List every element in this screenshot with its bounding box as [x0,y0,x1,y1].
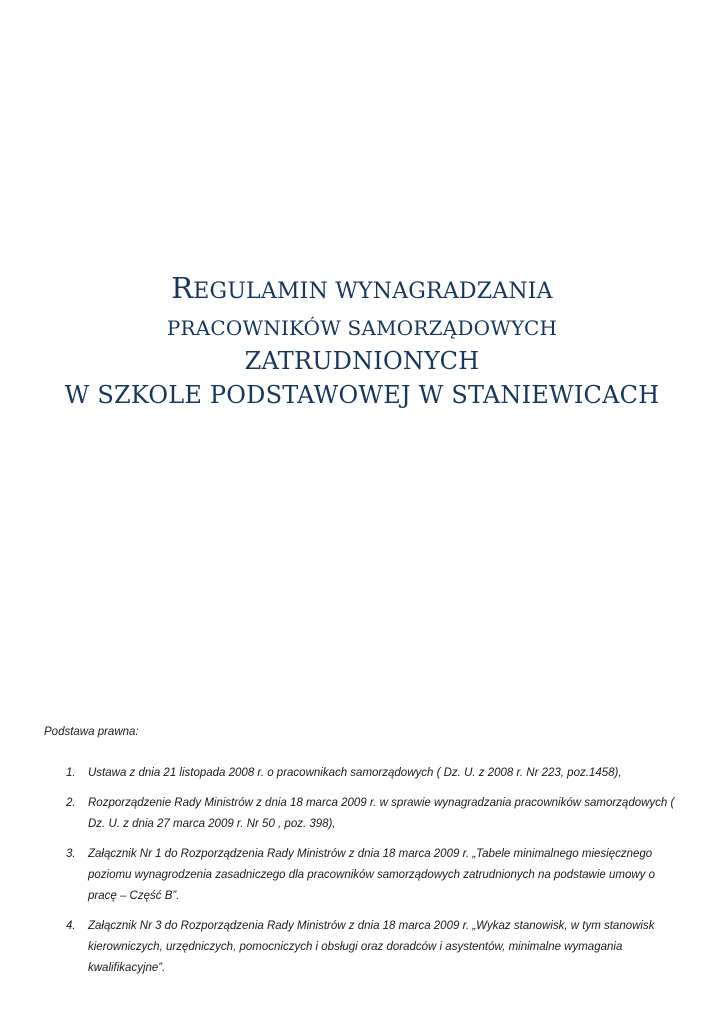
legal-basis-list [44,763,684,979]
document-title [0,268,724,412]
legal-basis-item [44,793,684,835]
legal-basis-section [44,723,684,988]
legal-basis-item-number: 1. [66,767,76,779]
title-line-3: ZATRUDNIONYCH [244,347,480,375]
title-initial: R [171,271,194,305]
title-line-4: W SZKOLE PODSTAWOWEJ W STANIEWICACH [64,381,660,409]
legal-basis-item-number: 4. [66,920,76,932]
title-line-2: PRACOWNIKÓW SAMORZĄDOWYCH [166,316,558,340]
legal-basis-item [44,844,684,907]
legal-basis-item-text: Ustawa z dnia 21 listopada 2008 r. o pracownikach samorządowych ( Dz. U. z 2008 r. Nr 223, poz.1458), [88,767,622,779]
legal-basis-heading: Podstawa prawna: [44,726,139,738]
legal-basis-item [44,763,684,784]
legal-basis-item-number: 2. [66,797,76,809]
legal-basis-item-text: Załącznik Nr 3 do Rozporządzenia Rady Ministrów z dnia 18 marca 2009 r. „Wykaz stanowisk, w tym stanowisk kierowniczych, urzędniczych, pomocniczych i obsługi oraz doradców i asystentów, minimalne wymagania kwalifikacyjne”. [88,920,655,974]
legal-basis-item-number: 3. [66,848,76,860]
title-line-1-rest: EGULAMIN WYNAGRADZANIA [193,279,553,304]
title-line-1 [0,268,724,312]
legal-basis-item-text: Załącznik Nr 1 do Rozporządzenia Rady Ministrów z dnia 18 marca 2009 r. „Tabele minimalnego miesięcznego poziomu wynagrodzenia zasadniczego dla pracowników samorządowych zatrudnionych na podstawie umowy o pracę – Część B”. [88,848,656,902]
legal-basis-item-text: Rozporządzenie Rady Ministrów z dnia 18 marca 2009 r. w sprawie wynagradzania pracowników samorządowych ( Dz. U. z dnia 27 marca 2009 r. Nr 50 , poz. 398), [88,797,675,830]
legal-basis-item [44,916,684,979]
